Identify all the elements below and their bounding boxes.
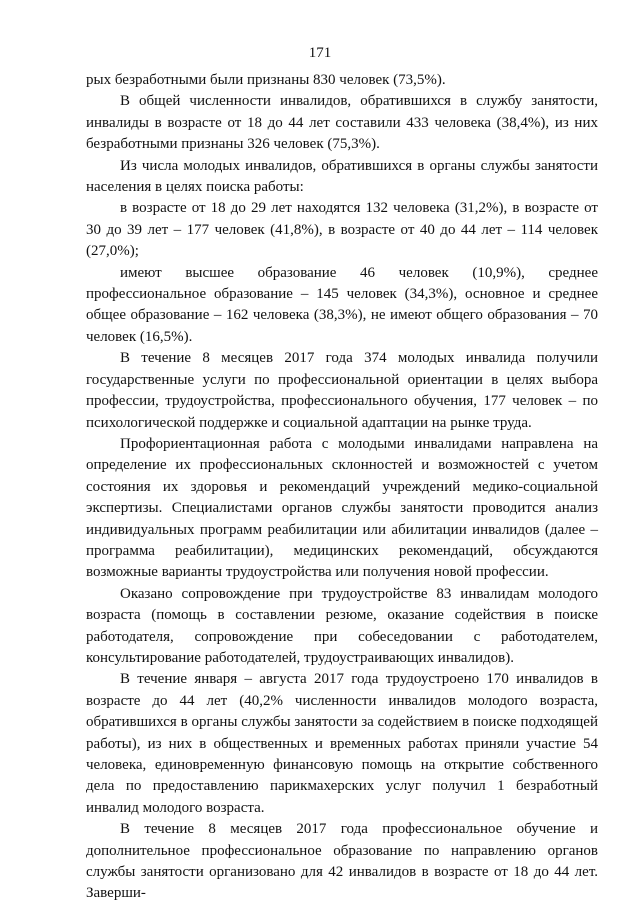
page-number: 171 (308, 45, 332, 61)
paragraph: В течение января – августа 2017 года трудоустроено 170 инвалидов в возрасте до 44 лет (40,2% численности инвалидов молодого возраста, обратившихся в органы службы занятости за содействием в поиске подходящей работы), из них в общественных и временных работах приняли участие 54 человека, единовременную финансовую помощь на открытие собственного дела по предоставлению парикмахерских услуг получил 1 безработный инвалид молодого возраста. (86, 671, 598, 816)
paragraph: Оказано сопровождение при трудоустройстве 83 инвалидам молодого возраста (помощь в составлении резюме, оказание содействия в поиске работодателя, сопровождение при собеседовании с работодателем, консультирование работодателей, трудоустраивающих инвалидов). (86, 585, 598, 666)
list-paragraph: в возрасте от 18 до 29 лет находятся 132 человека (31,2%), в возрасте от 30 до 39 лет – 177 человек (41,8%), в возрасте от 40 до 44 лет – 114 человек (27,0%); (86, 200, 598, 260)
paragraph-continuation: рых безработными были признаны 830 человек (73,5%). (86, 72, 446, 88)
paragraph: Профориентационная работа с молодыми инвалидами направлена на определение их профессиональных склонностей и возможностей с учетом состояния их здоровья и рекомендаций учреждений медико-социальной экспертизы. Специалистами органов службы занятости проводится анализ индивидуальных программ реабилитации или абилитации инвалидов (далее – программа реабилитации), медицинских рекомендаций, обсуждаются возможные варианты трудоустройства или получения новой профессии. (86, 435, 598, 581)
paragraph: Из числа молодых инвалидов, обратившихся в органы службы занятости населения в целях поиска работы: (86, 157, 598, 196)
paragraph-last: В течение 8 месяцев 2017 года профессиональное обучение и дополнительное профессиональное образование по направлению органов службы занятости организовано для 42 инвалидов в возрасте от 18 до 44 лет. Заверши- (86, 821, 598, 902)
list-paragraph: имеют высшее образование 46 человек (10,9%), среднее профессиональное образование – 145 человек (34,3%), основное и среднее общее образование – 162 человека (38,3%), не имеют общего образования – 70 человек (16,5%). (86, 264, 598, 345)
paragraph: В течение 8 месяцев 2017 года 374 молодых инвалида получили государственные услуги по профессиональной ориентации в целях выбора профессии, трудоустройства, профессионального обучения, 177 человек – по психологической поддержке и социальной адаптации на рынке труда. (86, 350, 598, 431)
body-text (86, 70, 598, 905)
paragraph: В общей численности инвалидов, обратившихся в службу занятости, инвалиды в возрасте от 18 до 44 лет составили 433 человека (38,4%), из них безработными признаны 326 человек (75,3%). (86, 93, 598, 153)
